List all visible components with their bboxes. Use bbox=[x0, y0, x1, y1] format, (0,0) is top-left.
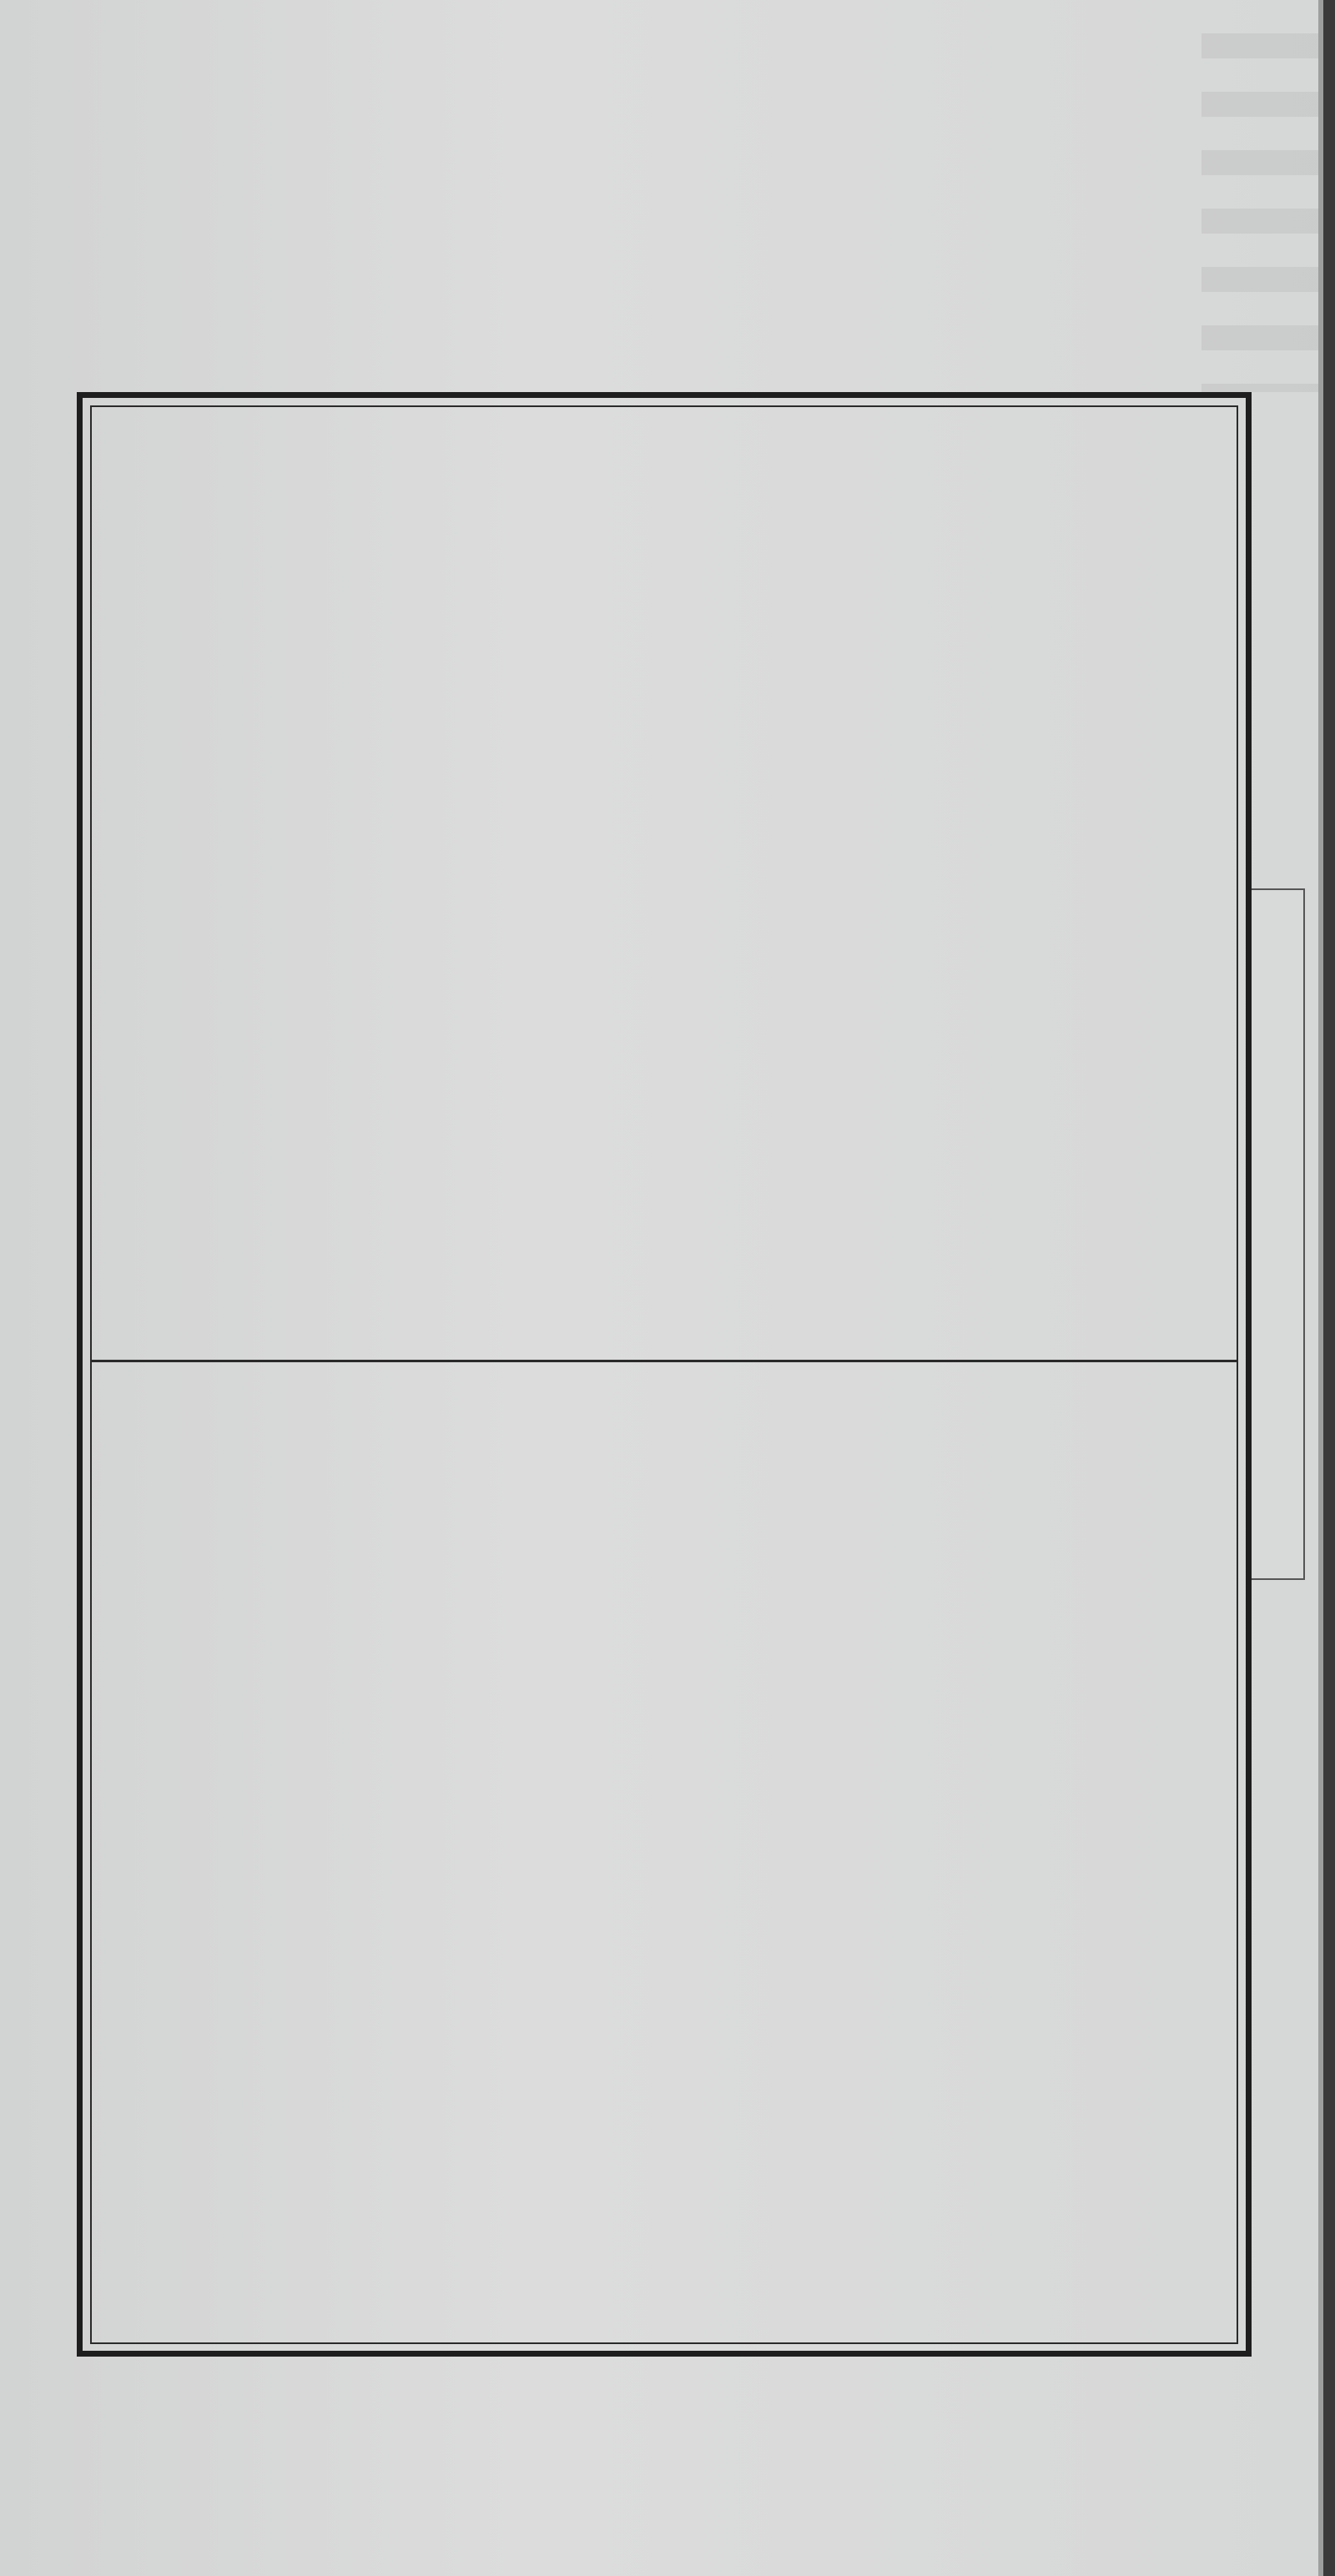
text-frame-inner bbox=[90, 405, 1238, 2344]
page-side-tab bbox=[1252, 888, 1305, 1580]
bleed-through-text bbox=[1202, 0, 1318, 392]
section-divider bbox=[90, 1360, 1238, 1362]
book-spine bbox=[1323, 0, 1335, 2576]
